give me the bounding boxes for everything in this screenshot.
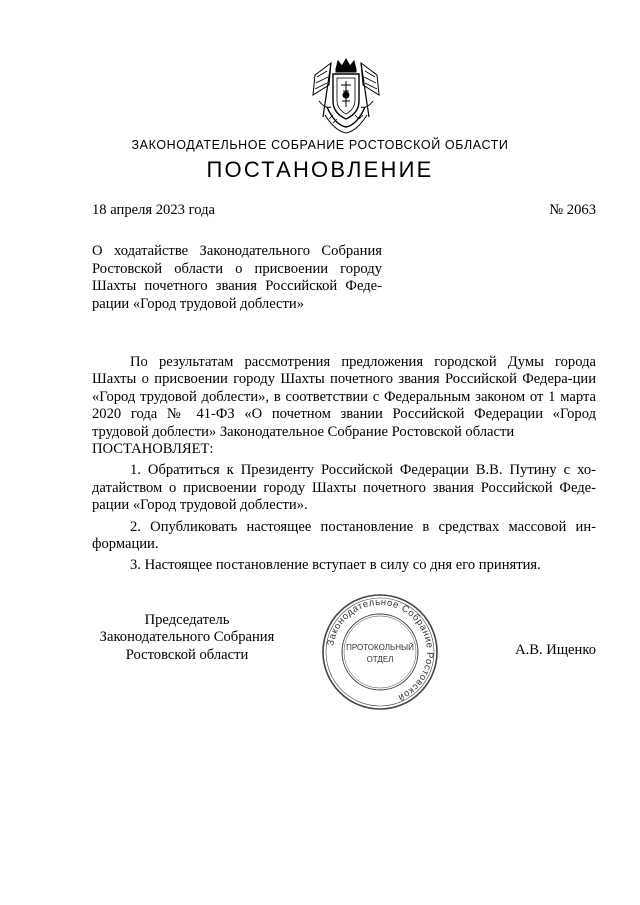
- official-stamp: [320, 592, 440, 712]
- preamble-paragraph: По результатам рассмотрения предложения городской Думы города Шахты о присвоении городу Шахты почетного звания Российской Федера-ции «Город трудовой доблести», в соответствии с Федеральным законом от 1 марта 2020 года № 41-ФЗ «О почетном звании Российской Федерации «Город трудовой доблести» Законодательное Собрание Ростовской области: [92, 354, 596, 440]
- signatory-title-line: Законодательного Собрания: [99, 629, 275, 646]
- stamp-ring-text: Законодательное Собрание Ростовской: [325, 596, 436, 704]
- coat-of-arms-icon: [305, 57, 387, 135]
- document-number: № 2063: [549, 202, 596, 218]
- document-date: 18 апреля 2023 года: [92, 202, 215, 218]
- signatory-title-line: Председатель: [144, 612, 230, 628]
- resolution-item: 1. Обратиться к Президенту Российской Федерации В.В. Путину с хо-датайством о присвоении городу Шахты почетного звания Российской Феде-рации «Город трудовой доблести».: [92, 462, 596, 514]
- resolves-heading: ПОСТАНОВЛЯЕТ:: [92, 441, 214, 458]
- document-subject: О ходатайстве Законодательного Собрания Ростовской области о присвоении городу Шахты почетного звания Российской Феде-рации «Город трудовой доблести»: [92, 243, 382, 312]
- signatory-name: А.В. Ищенко: [515, 642, 596, 658]
- organization-name: ЗАКОНОДАТЕЛЬНОЕ СОБРАНИЕ РОСТОВСКОЙ ОБЛАСТИ: [131, 138, 509, 152]
- resolution-item: 2. Опубликовать настоящее постановление в средствах массовой ин-формации.: [92, 518, 596, 553]
- resolution-item: 3. Настоящее постановление вступает в силу со дня его принятия.: [130, 557, 541, 574]
- stamp-center-line: ОТДЕЛ: [366, 655, 394, 664]
- signatory-title: [92, 612, 282, 664]
- document-type-title: ПОСТАНОВЛЕНИЕ: [206, 157, 434, 182]
- signatory-title-line: Ростовской области: [125, 646, 249, 663]
- stamp-center-line: ПРОТОКОЛЬНЫЙ: [346, 643, 414, 652]
- document-body: [92, 354, 596, 575]
